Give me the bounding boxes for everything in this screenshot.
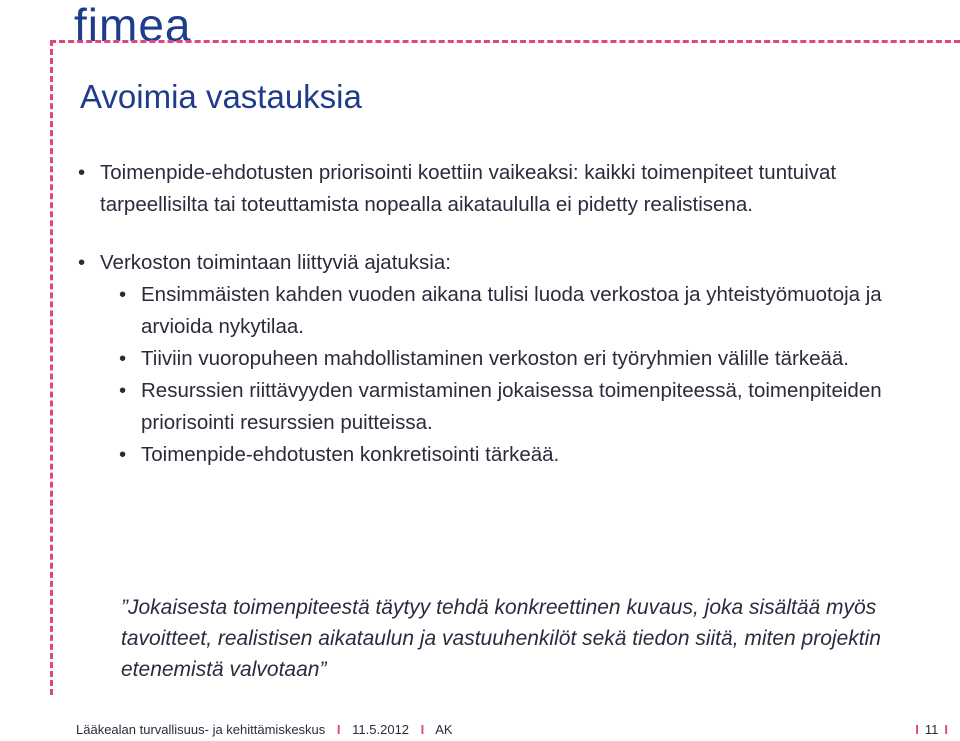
bullet-item: • Toimenpide-ehdotusten priorisointi koettiin vaikeaksi: kaikki toimenpiteet tuntuivat tarpeellisilta tai toteuttamista nopealla aikataululla ei pidetty realistisena. bbox=[76, 157, 936, 221]
page-number: 11 bbox=[924, 722, 939, 737]
sub-bullet-item: • Toimenpide-ehdotusten konkretisointi tärkeää. bbox=[117, 439, 936, 471]
bullet-item: • Verkoston toimintaan liittyviä ajatuksia: bbox=[76, 247, 936, 279]
footer-author: AK bbox=[435, 722, 453, 737]
quote-text: ”Jokaisesta toimenpiteestä täytyy tehdä konkreettinen kuvaus, joka sisältää myös tavoitteet, realistisen aikataulun ja vastuuhenkilöt sekä tiedon siitä, miten projektin etenemistä valvotaan” bbox=[121, 596, 881, 681]
slide-content bbox=[76, 157, 936, 471]
decorative-dashed-line-vertical bbox=[50, 40, 53, 695]
footer-separator: I bbox=[336, 722, 341, 737]
footer-separator: I bbox=[420, 722, 425, 737]
footer-separator: I bbox=[944, 722, 948, 737]
sub-bullet-item: • Resurssien riittävyyden varmistaminen jokaisessa toimenpiteessä, toimenpiteiden priorisointi resurssien puitteissa. bbox=[117, 375, 936, 439]
sub-bullet-item: • Tiiviin vuoropuheen mahdollistaminen verkoston eri työryhmien välille tärkeää. bbox=[117, 343, 936, 375]
slide-title: Avoimia vastauksia bbox=[80, 78, 362, 115]
footer bbox=[76, 722, 453, 737]
footer-page bbox=[909, 722, 954, 737]
fimea-logo: fimea bbox=[74, 0, 192, 51]
decorative-dashed-line-horizontal bbox=[50, 40, 960, 43]
footer-date: 11.5.2012 bbox=[352, 722, 410, 737]
footer-organization: Lääkealan turvallisuus- ja kehittämiskeskus bbox=[76, 722, 326, 737]
footer-separator: I bbox=[915, 722, 919, 737]
sub-bullet-item: • Ensimmäisten kahden vuoden aikana tulisi luoda verkostoa ja yhteistyömuotoja ja arvioida nykytilaa. bbox=[117, 279, 936, 343]
